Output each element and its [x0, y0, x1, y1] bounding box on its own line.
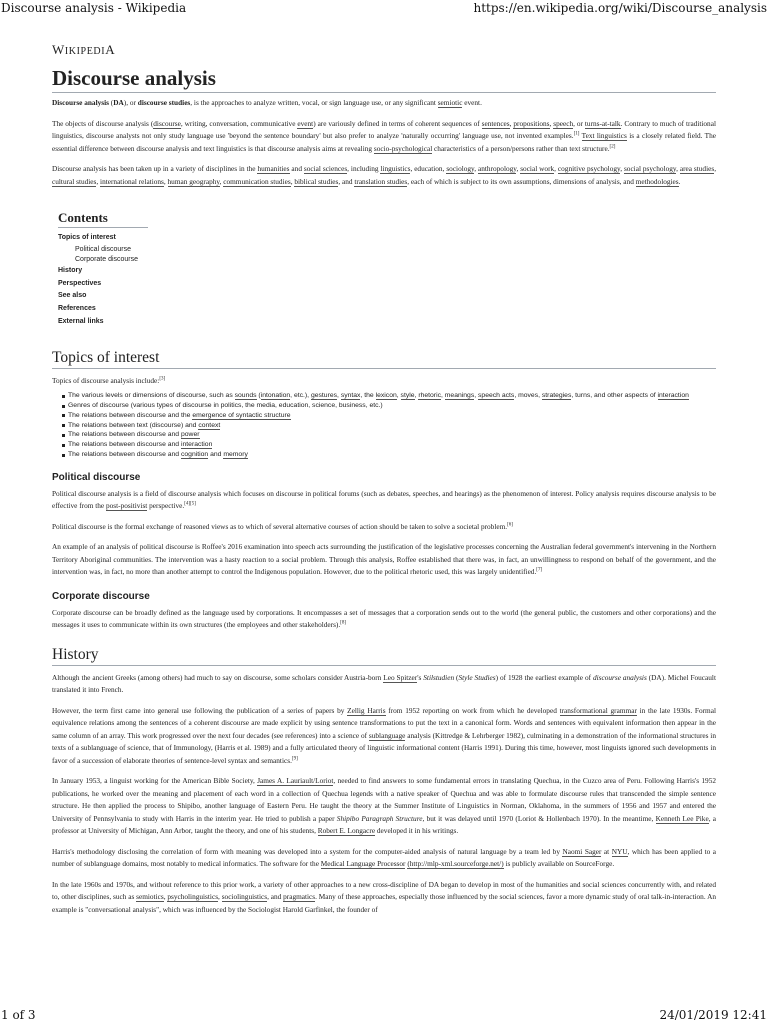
link-area-studies[interactable]: area studies — [679, 164, 715, 173]
citation[interactable]: [9] — [291, 756, 298, 762]
link-speech-acts[interactable]: speech acts — [478, 392, 515, 400]
political-paragraph-3: An example of an analysis of political discourse is Roffee's 2016 examination into speech acts surrounding the justification of the legislative processes concerning the Australian federal government's intervening in the Northern Territory Aboriginal communities. The intervention was a hasty reaction to a social problem. Through this analysis, Roffee established that there was, in fact, an unwillingness to respond on behalf of the government, and the intervention was, in fact, no more than another attempt to control the Indigenous population. However, due to the political rhetoric used, this was largely unidentified.[7] — [52, 542, 716, 577]
link-social-psychology[interactable]: social psychology — [623, 164, 677, 173]
link-biblical-studies[interactable]: biblical studies — [294, 176, 339, 186]
lead-paragraph-1: Discourse analysis (DA), or discourse studies, is the approaches to analyze written, vocal, or sign language use, or any significant semiotic event. — [52, 98, 482, 107]
link-emergence-of-syntactic-structure[interactable]: emergence of syntactic structure — [192, 411, 291, 419]
link-anthropology[interactable]: anthropology — [478, 164, 517, 173]
subsection-heading-political: Political discourse — [52, 471, 141, 483]
link-translation-studies[interactable]: translation studies — [354, 176, 408, 186]
link-discourse[interactable]: discourse — [153, 118, 181, 128]
topics-intro: Topics of discourse analysis include:[3] — [52, 375, 166, 385]
link-context[interactable]: context — [198, 421, 221, 429]
link-syntax[interactable]: syntax — [340, 392, 361, 400]
political-paragraph-1: Political discourse analysis is a field of discourse analysis which focuses on discourse in political forums (such as debates, speeches, and hearings) as the phenomenon of interest. Policy analysis requires discourse analysis to be effective from the post-positivist perspective.[4][5] — [52, 488, 716, 511]
page-title: Discourse analysis — [52, 66, 716, 93]
link-mlp-xml-sourceforge[interactable]: (http://mlp-xml.sourceforge.net/) — [407, 859, 504, 869]
history-paragraph-3: In January 1953, a linguist working for the American Bible Society, James A. Lauriault/Loriot, needed to find answers to some fundamental errors in translating Quechua, in the Cuzco area of Peru. Following Harris's 1952 publications, he worked over the meaning and placement of each word in a collection of Quechua legends with a native speaker of Quechua and was able to formulate discourse rules that transcended the simple sentence structure. He then applied the process to Shipibo, another language of Eastern Peru. He taught the theory at the Summer Institute of Linguistics in Norman, Oklahoma, in the summers of 1956 and 1957 and entered the University of Pennsylvania to study with Harris in the interim year. He tried to publish a paper Shipibo Paragraph Structure, but it was delayed until 1970 (Loriot & Hollenbach 1970). In the meantime, Kenneth Lee Pike, a professor at University of Michigan, Ann Arbor, taught the theory, and one of his students, Robert E. Longacre developed it in his writings. — [52, 776, 716, 836]
link-human-geography[interactable]: human geography — [167, 176, 220, 186]
citation[interactable]: [6] — [507, 522, 513, 528]
history-paragraph-4: Harris's methodology disclosing the correlation of form with meaning was developed into a system for the computer-aided analysis of natural language by a team led by Naomi Sager at NYU, which has been applied to a number of sublanguage domains, most notably to medical informatics. The software for the Medical Language Processor (http://mlp-xml.sourceforge.net/) is publicly available on SourceForge. — [52, 846, 716, 869]
link-semiotic[interactable]: semiotic — [437, 98, 463, 107]
print-header-url[interactable]: https://en.wikipedia.org/wiki/Discourse_analysis — [473, 1, 767, 15]
print-footer — [0, 1008, 768, 1024]
wikipedia-logo[interactable]: WIKIPEDIA — [52, 42, 116, 57]
link-strategies[interactable]: strategies — [541, 392, 572, 400]
link-lexicon[interactable]: lexicon — [375, 392, 397, 400]
link-cognition[interactable]: cognition — [180, 451, 209, 459]
link-text-linguistics[interactable]: Text linguistics — [581, 131, 627, 140]
list-item: The relations between discourse and the emergence of syntactic structure — [62, 411, 716, 421]
section-heading-topics: Topics of interest — [52, 349, 716, 369]
link-communication-studies[interactable]: communication studies — [223, 176, 291, 186]
history-paragraph-5: In the late 1960s and 1970s, and without reference to this prior work, a variety of other approaches to a new cross-discipline of DA began to develop in most of the humanities and social sciences concurrently with, and related to, other disciplines, such as semiotics, psycholinguistics, sociolinguistics, and pragmatics. Many of these approaches, especially those influenced by the social sciences, favor a more dynamic study of oral talk-in-interaction. An example is "conversational analysis", which was influenced by the Sociologist Harold Garfinkel, the founder of — [52, 879, 716, 914]
topics-list — [62, 391, 716, 460]
link-semiotics[interactable]: semiotics — [136, 892, 164, 902]
citation[interactable]: [7] — [536, 567, 543, 573]
link-kenneth-lee-pike[interactable]: Kenneth Lee Pike — [655, 813, 709, 823]
citation[interactable]: [4][5] — [184, 501, 196, 507]
link-turns-at-talk[interactable]: turns-at-talk — [584, 118, 621, 128]
print-footer-datetime: 24/01/2019 12:41 — [659, 1008, 767, 1022]
link-pragmatics[interactable]: pragmatics — [283, 892, 316, 902]
history-paragraph-2: However, the term first came into general use following the publication of a series of papers by Zellig Harris from 1952 reporting on work from which he developed transformational grammar in the late 1930s. Formal equivalence relations among the sentences of a coherent discourse are made explicit by using sentence transformations to put the text in a canonical form. Words and sentences with equivalent information then appear in the same column of an array. This work progressed over the next four decades (see references) into a science of sublanguage analysis (Kittredge & Lehrberger 1982), culminating in a demonstration of the informational structures in texts of a sublanguage of science, that of Immunology, (Harris et al. 1989) and a fully articulated theory of linguistic informational content (Harris 1991). During this time, however, most linguists ignored such developments in favor of a succession of elaborate theories of sentence-level syntax and semantics.[9] — [52, 705, 716, 765]
toc-item-topics-of-interest[interactable]: Topics of interest — [58, 234, 116, 241]
link-robert-longacre[interactable]: Robert E. Longacre — [317, 826, 376, 836]
toc-item-perspectives[interactable]: Perspectives — [58, 279, 102, 287]
link-transformational-grammar[interactable]: transformational grammar — [559, 705, 637, 715]
table-of-contents — [58, 210, 148, 329]
link-sociolinguistics[interactable]: sociolinguistics — [221, 892, 268, 902]
lead-paragraph-3: Discourse analysis has been taken up in a variety of disciplines in the humanities and social sciences, including linguistics, education, sociology, anthropology, social work, cognitive psychology, social psychology, area studies, cultural studies, international relations, human geography, communication studies, biblical studies, and translation studies, each of which is subject to its own assumptions, dimensions of analysis, and methodologies. — [52, 164, 717, 186]
link-power[interactable]: power — [180, 431, 200, 439]
toc-item-references[interactable]: References — [58, 305, 96, 313]
print-header-title: Discourse analysis - Wikipedia — [1, 1, 187, 15]
citation[interactable]: [8] — [340, 620, 347, 626]
citation[interactable]: [3] — [159, 376, 166, 382]
link-methodologies[interactable]: methodologies — [635, 176, 679, 186]
toc-item-history[interactable]: History — [58, 266, 83, 274]
link-cultural-studies[interactable]: cultural studies — [52, 176, 97, 186]
toc-item-external-links[interactable]: External links — [58, 317, 104, 325]
link-interaction[interactable]: interaction — [180, 441, 213, 449]
link-sounds[interactable]: sounds — [234, 392, 257, 400]
link-social-work[interactable]: social work — [520, 164, 555, 173]
lead-paragraph-2: The objects of discourse analysis (discourse, writing, conversation, communicative event) are variously defined in terms of coherent sequences of sentences, propositions, speech, or turns-at-talk. Contrary to much of traditional linguistics, discourse analysts not only study language use 'beyond the sentence boundary' but also prefer to analyze 'naturally occurring' language use, not invented examples.[1] Text linguistics is a closely related field. The essential difference between discourse analysis and text linguistics is that discourse analysis aims at revealing socio-psychological characteristics of a person/persons rather than text structure.[2] — [52, 118, 717, 153]
citation[interactable]: [1] — [573, 131, 580, 137]
link-post-positivist[interactable]: post-positivist — [105, 501, 148, 511]
link-james-lauriault[interactable]: James A. Lauriault/Loriot — [257, 776, 334, 786]
toc-item-corporate-discourse[interactable]: Corporate discourse — [75, 255, 139, 263]
link-naomi-sager[interactable]: Naomi Sager — [562, 846, 602, 856]
link-medical-language-processor[interactable]: Medical Language Processor — [320, 859, 406, 869]
section-heading-history: History — [52, 646, 716, 666]
link-sublanguage[interactable]: sublanguage — [368, 730, 406, 740]
link-socio-psychological[interactable]: socio-psychological — [373, 143, 433, 153]
link-event[interactable]: event — [297, 118, 314, 128]
link-style[interactable]: style — [400, 392, 415, 400]
list-item: Genres of discourse (various types of discourse in politics, the media, education, science, business, etc.) — [62, 401, 716, 411]
toc-item-political-discourse[interactable]: Political discourse — [75, 245, 132, 253]
link-gestures[interactable]: gestures — [310, 392, 338, 400]
link-interaction[interactable]: interaction — [657, 392, 689, 400]
list-item: The relations between discourse and cognition and memory — [62, 450, 716, 460]
political-paragraph-2: Political discourse is the formal exchange of reasoned views as to which of several alternative courses of action should be taken to solve a societal problem.[6] — [52, 521, 513, 531]
toc-item-see-also[interactable]: See also — [58, 292, 87, 300]
link-sentences[interactable]: sentences — [481, 118, 510, 128]
link-humanities[interactable]: humanities — [257, 164, 290, 173]
link-propositions[interactable]: propositions — [513, 118, 550, 128]
toc-title: Contents — [58, 210, 148, 228]
corporate-paragraph-1: Corporate discourse can be broadly defined as the language used by corporations. It encompasses a set of messages that a corporation sends out to the world (the general public, the customers and other corporations) and the messages it uses to communicate within its own structures (the employees and other stakeholders).[8] — [52, 607, 716, 630]
link-leo-spitzer[interactable]: Leo Spitzer — [383, 672, 418, 682]
list-item: The relations between text (discourse) and context — [62, 421, 716, 431]
link-sociology[interactable]: sociology — [446, 164, 475, 173]
list-item: The various levels or dimensions of discourse, such as sounds (intonation, etc.), gestures, syntax, the lexicon, style, rhetoric, meanings, speech acts, moves, strategies, turns, and other aspects of interaction — [62, 391, 716, 401]
link-zellig-harris[interactable]: Zellig Harris — [347, 705, 386, 715]
print-header — [0, 0, 768, 16]
link-nyu[interactable]: NYU — [611, 846, 628, 856]
history-paragraph-1: Although the ancient Greeks (among others) had much to say on discourse, some scholars consider Austria-born Leo Spitzer's Stilstudien (Style Studies) of 1928 the earliest example of discourse analysis (DA). Michel Foucault translated it into French. — [52, 672, 716, 695]
link-psycholinguistics[interactable]: psycholinguistics — [167, 892, 219, 902]
list-item: The relations between discourse and power — [62, 430, 716, 440]
link-rhetoric[interactable]: rhetoric — [418, 392, 441, 400]
link-social-sciences[interactable]: social sciences — [303, 164, 348, 173]
link-international-relations[interactable]: international relations — [100, 176, 164, 186]
link-intonation[interactable]: intonation — [260, 392, 291, 400]
link-memory[interactable]: memory — [223, 451, 248, 459]
link-linguistics[interactable]: linguistics — [380, 164, 411, 173]
subsection-heading-corporate: Corporate discourse — [52, 590, 150, 602]
link-cognitive-psychology[interactable]: cognitive psychology — [557, 164, 621, 173]
citation[interactable]: [2] — [609, 144, 616, 150]
link-speech[interactable]: speech — [553, 118, 574, 128]
link-meanings[interactable]: meanings — [444, 392, 475, 400]
list-item: The relations between discourse and interaction — [62, 440, 716, 450]
print-footer-page: 1 of 3 — [1, 1008, 36, 1022]
article — [52, 44, 716, 924]
